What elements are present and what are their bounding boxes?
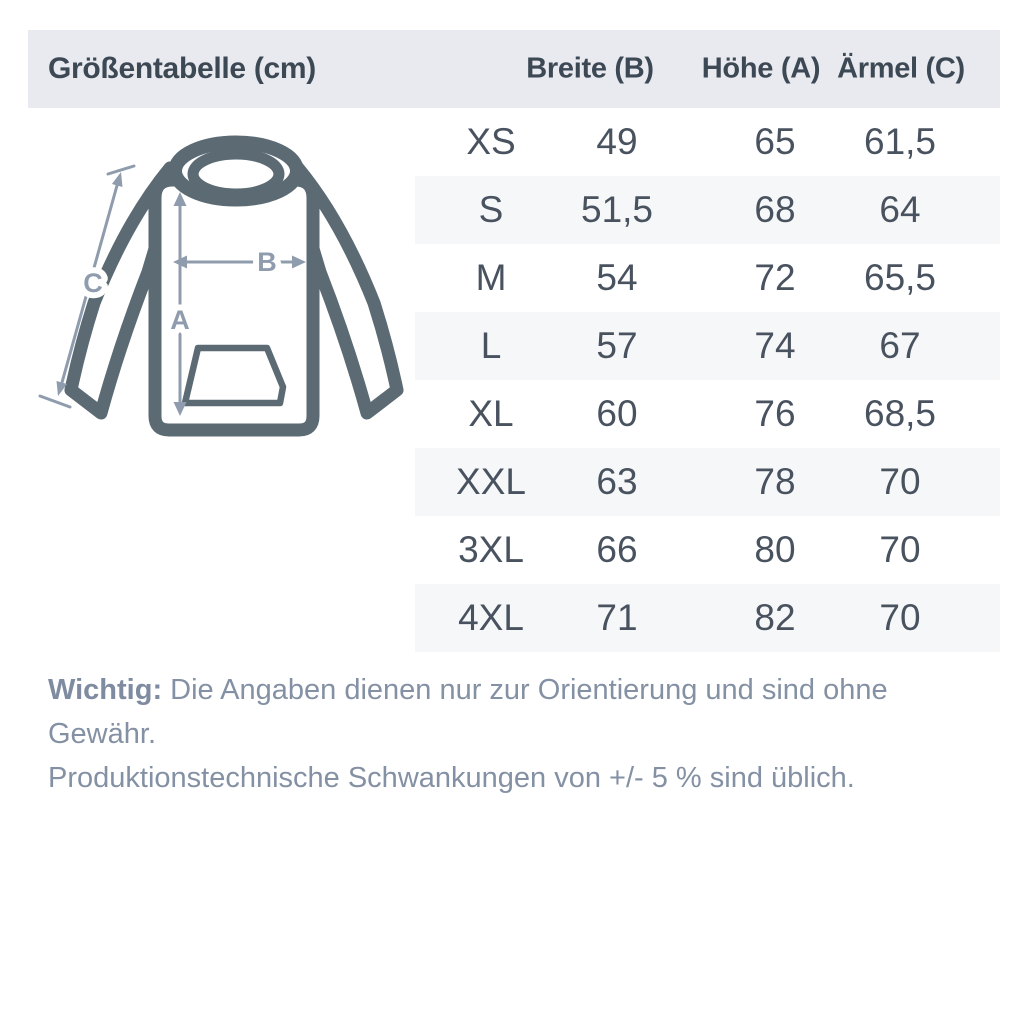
table-row-xxl: [415, 448, 1000, 516]
hoehe-value: 65: [754, 121, 796, 162]
size-label: 3XL: [458, 529, 524, 570]
size-chart-header: [28, 30, 1000, 108]
breite-value: 51,5: [580, 189, 654, 230]
page-title: Größentabelle (cm): [48, 52, 316, 85]
aermel-value: 70: [879, 461, 921, 502]
aermel-value: 64: [879, 189, 921, 230]
disclaimer-text-1: Die Angaben dienen nur zur Orientierung und sind ohne Gewähr.: [48, 674, 888, 750]
size-label: XXL: [456, 461, 526, 502]
breite-value: 71: [596, 597, 638, 638]
aermel-value: 61,5: [863, 121, 937, 162]
hoehe-value: 82: [754, 597, 796, 638]
dimension-label-c: C: [83, 268, 103, 298]
hoodie-measurement-diagram: [30, 120, 430, 465]
size-table: [415, 108, 1000, 652]
table-row-xs: [415, 108, 1000, 176]
disclaimer-label: Wichtig:: [48, 674, 163, 706]
column-header-aermel: Ärmel (C): [837, 52, 965, 85]
size-label: S: [478, 189, 504, 230]
aermel-value: 68,5: [863, 393, 937, 434]
table-row-l: [415, 312, 1000, 380]
aermel-value: 65,5: [863, 257, 937, 298]
breite-value: 63: [596, 461, 638, 502]
aermel-value: 70: [879, 597, 921, 638]
breite-value: 54: [596, 257, 638, 298]
disclaimer-note: [48, 668, 983, 800]
hoehe-value: 72: [754, 257, 796, 298]
table-row-3xl: [415, 516, 1000, 584]
aermel-value: 67: [879, 325, 921, 366]
hoehe-value: 76: [754, 393, 796, 434]
aermel-value: 70: [879, 529, 921, 570]
disclaimer-line-1: [48, 668, 983, 756]
hoehe-value: 78: [754, 461, 796, 502]
breite-value: 66: [596, 529, 638, 570]
dimension-label-a: A: [170, 305, 190, 335]
table-row-4xl: [415, 584, 1000, 652]
size-label: XS: [466, 121, 516, 162]
breite-value: 60: [596, 393, 638, 434]
table-row-xl: [415, 380, 1000, 448]
hoodie-pocket: [185, 348, 283, 403]
size-label: 4XL: [458, 597, 524, 638]
size-label: XL: [468, 393, 514, 434]
table-row-s: [415, 176, 1000, 244]
column-header-hoehe: Höhe (A): [701, 52, 821, 85]
hoehe-value: 80: [754, 529, 796, 570]
hoodie-hood-opening: [193, 154, 279, 194]
size-label: L: [480, 325, 502, 366]
breite-value: 57: [596, 325, 638, 366]
table-row-m: [415, 244, 1000, 312]
disclaimer-text-2: Produktionstechnische Schwankungen von +/- 5 % sind üblich.: [48, 762, 855, 794]
column-header-breite: Breite (B): [526, 52, 654, 85]
hoehe-value: 68: [754, 189, 796, 230]
hoehe-value: 74: [754, 325, 796, 366]
breite-value: 49: [596, 121, 638, 162]
dimension-label-b: B: [257, 247, 277, 277]
size-label: M: [475, 257, 507, 298]
